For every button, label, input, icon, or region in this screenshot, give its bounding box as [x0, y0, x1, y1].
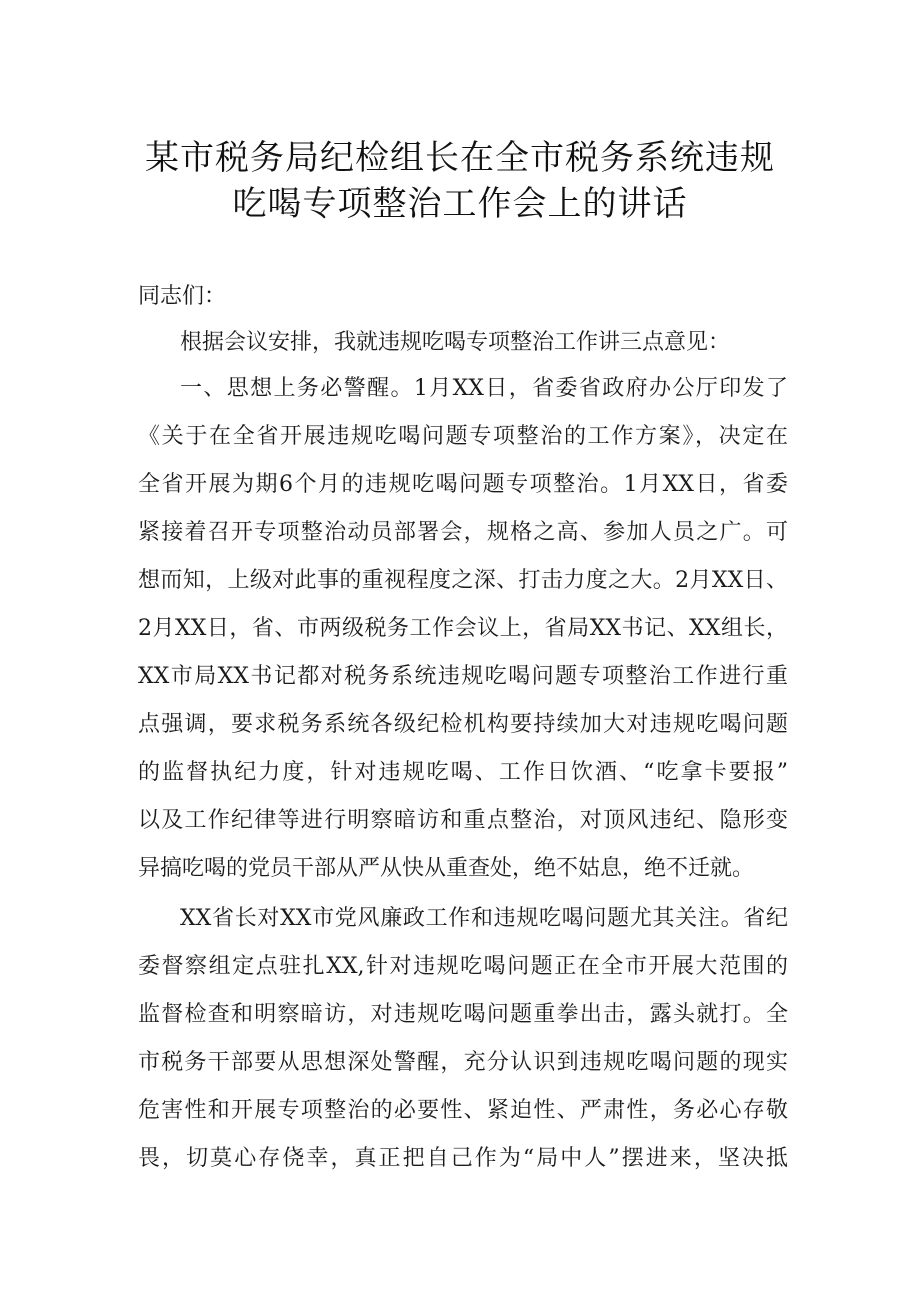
greeting: 同志们： — [138, 284, 227, 309]
body-line: 危害性和开展专项整治的必要性、紧迫性、严肃性，务必心存敬 — [138, 1098, 788, 1123]
body-line: 以及工作纪律等进行明察暗访和重点整治，对顶风违纪、隐形变 — [138, 808, 788, 833]
body-line: 市税务干部要从思想深处警醒，充分认识到违规吃喝问题的现实 — [138, 1050, 788, 1075]
document-title-line-1: 某市税务局纪检组长在全市税务系统违规 — [145, 138, 775, 178]
document-title-line-2: 吃喝专项整治工作会上的讲话 — [232, 184, 688, 224]
body-line: 点强调，要求税务系统各级纪检机构要持续加大对违规吃喝问题 — [138, 712, 788, 737]
body-line: 根据会议安排，我就违规吃喝专项整治工作讲三点意见： — [180, 330, 731, 355]
body-line: 紧接着召开专项整治动员部署会，规格之高、参加人员之广。可 — [138, 520, 788, 545]
body-line: 《关于在全省开展违规吃喝问题专项整治的工作方案》，决定在 — [138, 424, 788, 449]
body-line: 畏，切莫心存侥幸，真正把自己作为“局中人”摆进来，坚决抵 — [138, 1146, 788, 1171]
body-line: 2月XX日，省、市两级税务工作会议上，省局XX书记、XX组长， — [138, 616, 788, 641]
body-line: 想而知，上级对此事的重视程度之深、打击力度之大。2月XX日、 — [138, 568, 788, 593]
body-line: 异搞吃喝的党员干部从严从快从重查处，绝不姑息，绝不迁就。 — [138, 856, 755, 881]
body-line: 委督察组定点驻扎XX,针对违规吃喝问题正在全市开展大范围的 — [138, 954, 788, 979]
body-line: 监督检查和明察暗访，对违规吃喝问题重拳出击，露头就打。全 — [138, 1002, 788, 1027]
body-line: XX省长对XX市党风廉政工作和违规吃喝问题尤其关注。省纪 — [180, 906, 788, 931]
body-line: 的监督执纪力度，针对违规吃喝、工作日饮酒、“吃拿卡要报” — [138, 760, 788, 785]
body-line: 全省开展为期6个月的违规吃喝问题专项整治。1月XX日，省委 — [138, 472, 788, 497]
body-line: XX市局XX书记都对税务系统违规吃喝问题专项整治工作进行重 — [138, 664, 788, 689]
body-line: 一、思想上务必警醒。1月XX日，省委省政府办公厅印发了 — [180, 376, 788, 401]
